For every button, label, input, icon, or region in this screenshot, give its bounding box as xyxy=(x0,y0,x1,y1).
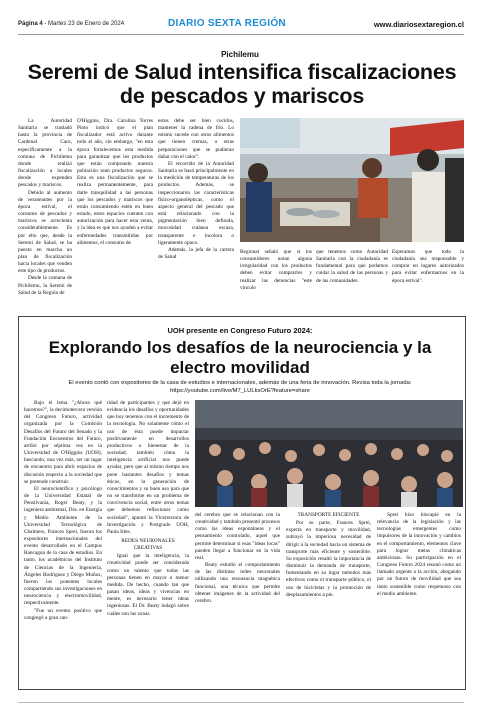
paragraph: Beaty estudió el comportamiento de las distintas redes neuronales utilizando una resonancia magnética funcional, una técnica que permite obtener imágenes de la actividad del cerebro. xyxy=(195,562,280,604)
article2-col2 xyxy=(107,400,189,618)
article2-col4 xyxy=(286,512,371,599)
article2-subtitle: El evento contó con expositores de la casa de estudios e internacionales, además de una feria de innovación. Revisa toda la jornada: https://youtube.com/live/M7_LULksOrE?feature=share xyxy=(68,380,412,394)
paragraph: del cerebro que se relacionan con la creatividad y también presentó procesos como las ideas espontáneas y el pensamiento controlado, aquel que permite determinar si esas "ideas locas" pueden llegar a funcionar en la vida real. xyxy=(195,512,281,561)
article1-col4 xyxy=(240,249,312,292)
paragraph: Además, la jefa de la cartera de Salud xyxy=(158,246,234,260)
paragraph: estos debe ser bien cocidos, mantener la cadena de frío. Lo mismo sucede con otros alimentos que tienen cremas, u otras preparaciones que se pudieran dañar con el calor". xyxy=(158,118,234,160)
paragraph: Por su parte, Frances Sprei, experta en transporte y movilidad, subrayó la imperiosa necesidad de dirigir a la sociedad hacia un sistema de transporte más eficiente y sostenible. Su exposición resaltó la importancia de disminuir la demanda de transporte, fomentando en su lugar métodos más efectivos como el transporte público, el uso de bicicletas y la promoción de desplazamientos a pie. xyxy=(286,520,371,598)
section-subhead: TRANSPORTE EFICIENTE xyxy=(297,512,360,518)
paragraph: Igual que la inteligencia, la creatividad puede ser considerada como un talento que todas las personas tienen en mayor o menor medida. De hecho, cuando tan que pasan ideas, ideas y vivencias en mente, es necesario tener ideas ingeniosas. El Dr. Beaty indagó sobre cuáles son las zonas xyxy=(107,553,189,617)
article1-col3 xyxy=(158,118,234,261)
article1-kicker: Pichilemu xyxy=(221,50,259,59)
website-link[interactable]: www.diariosextaregion.cl xyxy=(373,20,464,29)
article1-col6 xyxy=(392,249,464,285)
bottom-rule xyxy=(18,702,464,703)
conference-audience-photo xyxy=(195,400,463,507)
section-subhead: REDES NEURONALES CREATIVAS xyxy=(121,537,175,552)
article1-col5 xyxy=(316,249,388,285)
paragraph: El recorrido de la Autoridad Sanitaria se basó principalmente en la medición de temperaturas de los productos. Además, se inspeccionaron las características físico-organolépticas, como el aspecto general del pescado que está relacionado con la pigmentación bien definida, mucosidad cutánea escasa, transparente e incolora o ligeramente opaca. xyxy=(158,160,234,246)
paragraph: Esperamos que toda la ciudadanía sea responsable y comprar en lugares autorizados para evitar enfermarnos en la época estival". xyxy=(392,249,464,284)
paragraph: Sprei hizo hincapié en la relevancia de la legislación y las tecnologías emergentes como impulsores de la innovación y cambios en el comportamiento, elementos clave para lograr metas climáticas ambiciosas. Su participación en el Congreso Futuro 2024 resonó como un llamado urgente a la acción, abogando por un futuro de movilidad que sea tanto sostenible como respetuoso con el medio ambiente. xyxy=(377,512,461,597)
article2-headline: Explorando los desafíos de la neurociencia y la electro movilidad xyxy=(48,338,432,377)
article1-col2 xyxy=(77,118,153,247)
fish-market-photo xyxy=(240,118,464,242)
paragraph: que tenemos como Autoridad Sanitaria con la ciudadanía es fundamental para que podamos cuidar la salud de las personas y de las comunidades. xyxy=(316,249,388,284)
paragraph: "Fue un evento positivo que congregó a gran can- xyxy=(24,607,102,621)
article2-col1 xyxy=(24,400,102,622)
paragraph: Debido al aumento de veraneantes por la época estival, el consumo de pescados y mariscos se acrecienta considerablemente. Es por ello que, desde la Seremi de Salud, se ha puesto en marcha un plan de fiscalización hacia locales que venden este tipo de productos. xyxy=(18,189,72,275)
paragraph: La Autoridad Sanitaria se trasladó hasta la provincia de Cardenal Caro, específicamente a la comuna de Pichilemu donde realizó fiscalización a locales donde expenden pescados y mariscos. xyxy=(18,118,72,189)
paragraph: Desde la comuna de Pichilemu, la Seremi de Salud de la Región de xyxy=(18,275,72,296)
page-date-line xyxy=(18,21,124,27)
photo-conference-audience-icon xyxy=(195,400,463,507)
article2-col3 xyxy=(195,512,280,605)
paragraph: El neurocientífico y psicólogo de la Universidad Estatal de Pensilvania, Roger Beaty, y la ingeniera ambiental, Dra. en Energía y Medio Ambiente de la Universidad Tecnológica de Chalmers, Frances Sprei, fueron los expositores internacionales del evento desarrollado en el Campus Rancagua de la casa de estudios. En tanto, los académicos del Instituto de Ciencias de la Ingeniería, Ángeles Rodríguez y Diego Muñoz, fueron los ponentes locales compartiendo sus investigaciones en neurociencia y electromovilidad, respectivamente. xyxy=(24,485,102,607)
article2-col5 xyxy=(377,512,461,598)
article1-col1 xyxy=(18,118,72,297)
paragraph: tidad de participantes y que dejó en evidencia los desafíos y oportunidades que hoy tenemos con el incremento de la tecnología. No solamente cómo el uso de ésta puede impactar positivamente en desarrollos productivos o bienestar de la sociedad; también cómo la inteligencia artificial nos puede ayudar, pero que al mismo tiempo nos pone bastantes desafíos y temas éticos, en la generación de conocimientos y su buen uso para que no se transforme en un problema de convivencia social, entre otros temas que debemos reflexionar como sociedad", apuntó la Vicerrectora de Investigación y Postgrado UOH, Paula Irles. xyxy=(107,400,189,535)
page-number: Página 4 xyxy=(18,21,43,27)
paragraph: O'Higgins, Dra. Carolina Torres Pinto indicó que el plan fiscalizador está activo durante todo el año, sin embargo, "en esta época fortalecemos esta medida para garantizar que los productos que están comprando nuestra población sean productos seguros. Esta es una fiscalización que se realiza permanentemente, para darle tranquilidad a las personas que los pescados y mariscos que están consumiendo estén en buen estado, estos espacios cuenten con autorización para hacer esta venta, y la idea es que nos ayuden a evitar enfermedades transmitidas por alimentos, el consumo de xyxy=(77,118,153,246)
issue-date: - Martes 23 de Enero de 2024 xyxy=(44,21,125,27)
article1-headline: Seremi de Salud intensifica fiscalizaciones de pescados y mariscos xyxy=(27,60,457,108)
page-header xyxy=(18,18,464,35)
paragraph: Regional señaló que si los consumidores notan alguna irregularidad con los productos deben evitar comprarlos y realizar las denuncias "este vínculo xyxy=(240,249,312,291)
article2-kicker: UOH presente en Congreso Futuro 2024: xyxy=(167,326,313,335)
paragraph: Bajo el lema "¿Ahora qué hacemos?", la decimotercera versión del Congreso Futuro, actividad organizada por la Comisión Desafíos del Futuro del Senado y la Fundación Encuentros del Futuro, arribó por séptima vez en la Universidad de O'Higgins (UOH), buscando, una vez más, ser un lugar de encuentro para abrir espacios de discusión respecto a la sociedad que se pretende construir. xyxy=(24,400,102,485)
newspaper-name: DIARIO SEXTA REGIÓN xyxy=(168,18,286,29)
photo-fish-market-icon xyxy=(240,118,464,242)
